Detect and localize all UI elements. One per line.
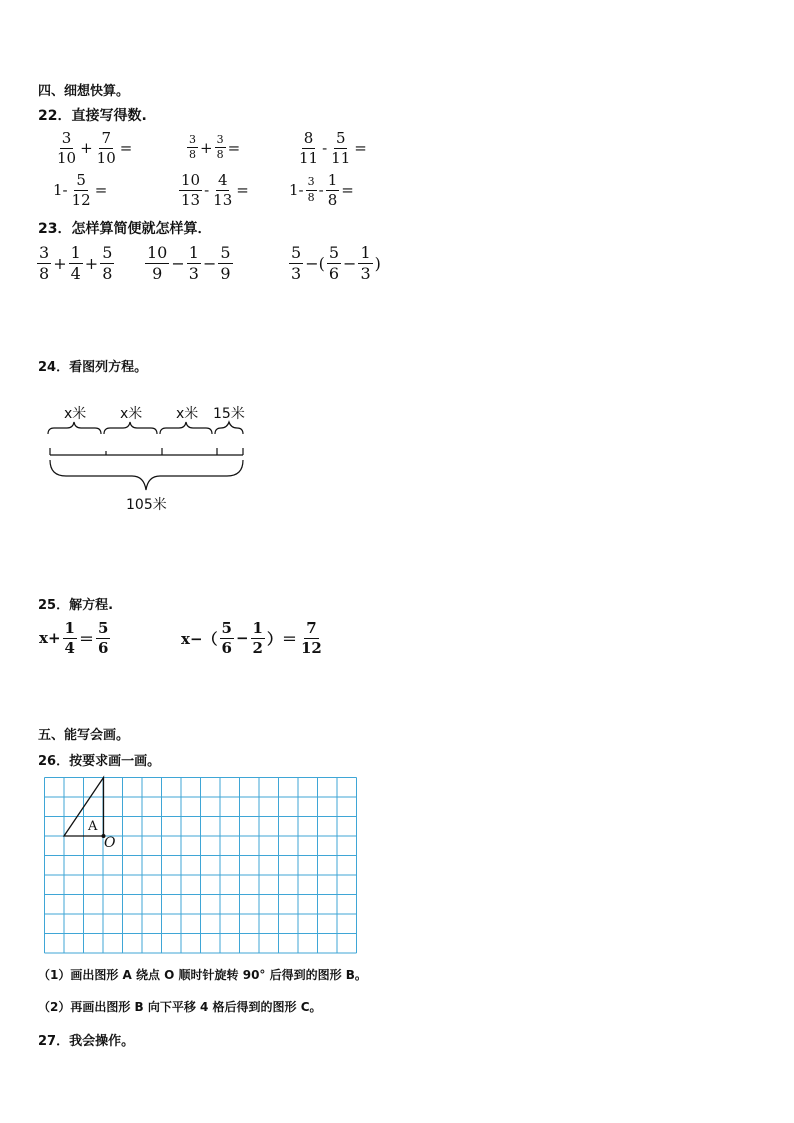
- fraction-denominator: 8: [39, 263, 50, 283]
- fraction-numerator: 10: [181, 171, 201, 189]
- drawing-grid: [40, 775, 365, 960]
- q26-title: 26．按要求画一画。: [38, 754, 161, 769]
- fraction-denominator: 4: [70, 263, 81, 283]
- fraction: [297, 130, 320, 166]
- q25-item: [38, 620, 111, 656]
- q23-item: [144, 244, 234, 282]
- fraction: [187, 134, 198, 161]
- fraction-numerator: 7: [306, 619, 317, 637]
- fraction: [70, 172, 93, 208]
- fraction: [63, 620, 77, 656]
- math-operator: =: [94, 181, 108, 199]
- math-operator: x+: [39, 629, 61, 647]
- fraction-numerator: 5: [76, 171, 86, 189]
- fraction: [55, 130, 78, 166]
- q27-title: 27．我会操作。: [38, 1034, 135, 1049]
- fraction-numerator: 5: [221, 619, 232, 637]
- fraction-denominator: 8: [102, 263, 113, 283]
- segment-label-x2: x米: [120, 406, 143, 422]
- fraction-denominator: 13: [213, 190, 233, 209]
- fraction-denominator: 12: [300, 638, 322, 657]
- math-operator: =: [341, 181, 354, 199]
- fraction: [289, 244, 303, 282]
- fraction-numerator: 1: [327, 171, 338, 189]
- fraction-numerator: 5: [291, 243, 302, 262]
- math-operator: -: [318, 181, 324, 199]
- math-operator: +: [53, 253, 67, 273]
- fraction: [329, 130, 352, 166]
- q23-title: 23．怎样算简便就怎样算．: [38, 221, 212, 237]
- fraction: [251, 620, 265, 656]
- fraction-denominator: 8: [216, 148, 224, 162]
- segment-label-x1: x米: [64, 406, 87, 422]
- fraction: [299, 620, 324, 656]
- fraction-numerator: 1: [188, 243, 199, 262]
- fraction: [145, 244, 169, 282]
- q23-item: [288, 244, 382, 282]
- q22-item: [186, 134, 241, 161]
- q22-item: [178, 172, 250, 208]
- math-operator: =: [227, 138, 241, 157]
- fraction-numerator: 1: [360, 243, 371, 262]
- math-operator: −(: [305, 253, 325, 273]
- q25-title: 25．解方程.: [38, 598, 114, 613]
- top-brace-3: [160, 422, 212, 434]
- fraction: [187, 244, 201, 282]
- fraction-denominator: 12: [71, 190, 91, 209]
- fraction-numerator: 5: [335, 129, 346, 147]
- segment-diagram: [40, 420, 255, 495]
- q23-item: [36, 244, 115, 282]
- fraction-denominator: 9: [220, 263, 231, 283]
- fraction-numerator: 10: [147, 243, 168, 262]
- fraction-numerator: 3: [61, 129, 72, 147]
- math-operator: =: [354, 139, 367, 157]
- fraction-numerator: 3: [306, 176, 317, 190]
- top-brace-1: [48, 422, 101, 434]
- math-operator: −: [343, 253, 357, 273]
- fraction-denominator: 6: [221, 638, 232, 657]
- fraction: [211, 172, 234, 208]
- math-operator: ）＝: [266, 629, 297, 648]
- fraction-numerator: 3: [39, 243, 50, 262]
- top-brace-2: [104, 422, 157, 434]
- fraction-denominator: 10: [57, 148, 77, 167]
- fraction: [96, 620, 110, 656]
- fraction-denominator: 11: [299, 148, 319, 167]
- math-operator: 1-: [53, 181, 68, 199]
- fraction: [218, 244, 232, 282]
- segment-label-15: 15米: [213, 406, 245, 422]
- fraction-denominator: 2: [252, 638, 263, 657]
- math-operator: +: [80, 139, 93, 157]
- math-operator: ＝: [78, 629, 94, 648]
- math-operator: ): [374, 253, 381, 273]
- math-operator: =: [119, 139, 133, 157]
- fraction-denominator: 10: [96, 148, 116, 167]
- q22-item: [54, 130, 133, 166]
- fraction-denominator: 8: [189, 148, 196, 162]
- fraction: [306, 176, 317, 203]
- fraction: [326, 172, 340, 208]
- q25-item: [180, 620, 325, 656]
- fraction-numerator: 4: [217, 171, 228, 189]
- math-operator: -: [204, 181, 210, 199]
- q22-title: 22．直接写得数.: [38, 108, 147, 124]
- math-operator: +: [200, 138, 213, 157]
- math-operator: −: [202, 253, 217, 273]
- total-length-label: 105米: [126, 497, 167, 513]
- fraction: [220, 620, 234, 656]
- fraction-denominator: 9: [152, 263, 163, 283]
- fraction-numerator: 1: [64, 619, 75, 637]
- fraction-denominator: 6: [97, 638, 109, 657]
- fraction-numerator: 1: [252, 619, 263, 637]
- fraction-denominator: 8: [307, 190, 315, 204]
- segment-label-x3: x米: [176, 406, 199, 422]
- bottom-brace: [50, 460, 243, 490]
- fraction-denominator: 13: [181, 190, 201, 209]
- fraction-numerator: 5: [220, 243, 231, 262]
- fraction-denominator: 3: [291, 263, 302, 283]
- fraction-numerator: 5: [328, 243, 340, 262]
- q26-note-1: （1）画出图形 A 绕点 O 顺时针旋转 90° 后得到的图形 B。: [38, 968, 367, 982]
- section-5-title: 五、能写会画。: [38, 728, 130, 743]
- fraction-denominator: 8: [327, 190, 338, 209]
- math-operator: 1-: [289, 181, 304, 199]
- fraction-denominator: 11: [331, 148, 351, 167]
- top-brace-4: [215, 422, 243, 434]
- fraction: [358, 244, 372, 282]
- fraction-numerator: 7: [101, 129, 111, 147]
- label-a: A: [88, 819, 98, 834]
- fraction: [95, 130, 118, 166]
- fraction: [215, 134, 226, 161]
- fraction-denominator: 4: [64, 638, 75, 657]
- math-operator: -: [322, 139, 328, 157]
- fraction: [37, 244, 51, 282]
- fraction-numerator: 3: [187, 134, 198, 148]
- math-operator: +: [84, 253, 99, 273]
- q22-item: [288, 172, 355, 208]
- q22-item: [296, 130, 368, 166]
- q26-note-2: （2）再画出图形 B 向下平移 4 格后得到的图形 C。: [38, 1000, 322, 1014]
- fraction-denominator: 3: [188, 263, 199, 283]
- q24-title: 24．看图列方程。: [38, 360, 148, 375]
- fraction: [327, 244, 341, 282]
- fraction: [179, 172, 202, 208]
- label-o: O: [104, 835, 116, 851]
- fraction-denominator: 3: [360, 263, 371, 283]
- math-operator: −: [171, 253, 185, 273]
- fraction-denominator: 6: [328, 263, 340, 283]
- fraction-numerator: 8: [303, 129, 314, 147]
- fraction-numerator: 5: [97, 619, 109, 637]
- fraction: [100, 244, 114, 282]
- fraction-numerator: 5: [102, 243, 113, 262]
- fraction: [69, 244, 83, 282]
- fraction-numerator: 3: [215, 134, 226, 148]
- math-operator: =: [236, 181, 249, 199]
- math-operator: −: [235, 629, 249, 647]
- math-operator: x−（: [181, 629, 218, 648]
- q22-item: [52, 172, 108, 208]
- section-4-title: 四、细想快算。: [38, 84, 130, 99]
- fraction-numerator: 1: [70, 243, 81, 262]
